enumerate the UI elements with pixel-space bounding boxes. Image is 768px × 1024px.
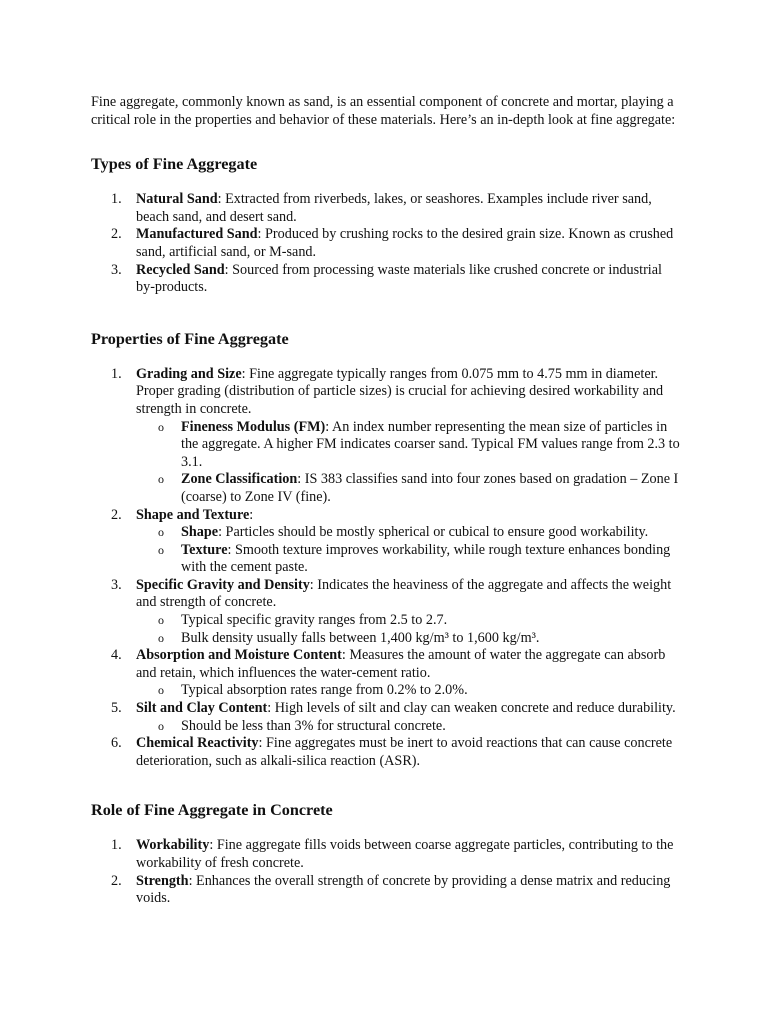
numbered-list xyxy=(91,366,682,771)
item-text: : Measures the amount of water the aggregate can absorb and retain, which influences the water-cement ratio. xyxy=(136,647,666,681)
sub-list-item xyxy=(136,419,682,472)
item-text: : Fine aggregates must be inert to avoid reactions that can cause concrete deterioration, such as alkali-silica reaction (ASR). xyxy=(136,735,673,769)
bullet-list xyxy=(136,718,682,736)
item-term: Chemical Reactivity xyxy=(136,735,259,752)
item-term: Shape and Texture xyxy=(136,506,250,523)
bullet-marker: o xyxy=(158,525,164,540)
list-item xyxy=(91,226,682,261)
list-number: 1. xyxy=(111,365,122,382)
bullet-list xyxy=(136,419,682,507)
bullet-list xyxy=(136,682,682,700)
sub-list-item xyxy=(136,612,682,630)
sub-item-text: : IS 383 classifies sand into four zones based on gradation – Zone I (coarse) to Zone IV (fine). xyxy=(181,471,679,505)
item-text: : Fine aggregate fills voids between coarse aggregate particles, contributing to the workability of fresh concrete. xyxy=(136,837,674,871)
list-number: 2. xyxy=(111,872,122,889)
list-item xyxy=(91,647,682,700)
sub-item-text: : Particles should be mostly spherical or cubical to ensure good workability. xyxy=(218,524,649,541)
list-item xyxy=(91,735,682,770)
list-number: 2. xyxy=(111,506,122,523)
item-term: Absorption and Moisture Content xyxy=(136,647,342,664)
list-number: 3. xyxy=(111,576,122,593)
sub-item-text: : An index number representing the mean size of particles in the aggregate. A higher FM indicates coarser sand. Typical FM values range from 2.3 to 3.1. xyxy=(181,418,680,470)
sub-list-item xyxy=(136,471,682,506)
item-text: : Fine aggregate typically ranges from 0.075 mm to 4.75 mm in diameter. Proper grading (distribution of particle sizes) is crucial for achieving desired workability and strength in concrete. xyxy=(136,365,664,417)
bullet-list xyxy=(136,612,682,647)
list-number: 1. xyxy=(111,191,122,208)
numbered-list xyxy=(91,837,682,907)
sub-list-item xyxy=(136,718,682,736)
item-term: Strength xyxy=(136,872,189,889)
sub-list-item xyxy=(136,630,682,648)
item-text: : Sourced from processing waste materials like crushed concrete or industrial by-products. xyxy=(136,261,662,296)
sub-list-item xyxy=(136,542,682,577)
item-term: Grading and Size xyxy=(136,365,242,382)
item-text: : High levels of silt and clay can weaken concrete and reduce durability. xyxy=(267,700,676,717)
bullet-marker: o xyxy=(158,613,164,628)
list-item xyxy=(91,507,682,577)
bullet-marker: o xyxy=(158,718,164,733)
bullet-marker: o xyxy=(158,542,164,557)
bullet-marker: o xyxy=(158,419,164,434)
item-term: Specific Gravity and Density xyxy=(136,576,310,593)
sub-item-text: : Smooth texture improves workability, while rough texture enhances bonding with the cement paste. xyxy=(181,541,671,576)
item-term: Recycled Sand xyxy=(136,261,225,278)
section-heading: Role of Fine Aggregate in Concrete xyxy=(91,801,333,820)
item-text: : Indicates the heaviness of the aggregate and affects the weight and strength of concrete. xyxy=(136,576,672,611)
item-term: Workability xyxy=(136,837,210,854)
item-text: : Produced by crushing rocks to the desired grain size. Known as crushed sand, artificial sand, or M-sand. xyxy=(136,226,674,260)
bullet-marker: o xyxy=(158,472,164,487)
list-number: 6. xyxy=(111,735,122,752)
item-text: : Extracted from riverbeds, lakes, or seashores. Examples include river sand, beach sand, and desert sand. xyxy=(136,191,652,225)
list-number: 3. xyxy=(111,261,122,278)
section-heading: Properties of Fine Aggregate xyxy=(91,329,289,348)
sub-item-text: Typical absorption rates range from 0.2% to 2.0%. xyxy=(181,682,468,699)
item-term: Natural Sand xyxy=(136,191,218,208)
list-item xyxy=(91,873,682,908)
sub-item-text: Should be less than 3% for structural concrete. xyxy=(181,717,446,734)
list-number: 5. xyxy=(111,700,122,717)
sub-item-text: Bulk density usually falls between 1,400 kg/m³ to 1,600 kg/m³. xyxy=(181,629,540,646)
sub-item-term: Texture xyxy=(181,541,228,558)
sub-item-text: Typical specific gravity ranges from 2.5 to 2.7. xyxy=(181,612,448,629)
sub-item-term: Zone Classification xyxy=(181,471,298,488)
list-number: 4. xyxy=(111,647,122,664)
bullet-marker: o xyxy=(158,630,164,645)
section-heading: Types of Fine Aggregate xyxy=(91,155,258,174)
list-item xyxy=(91,366,682,507)
item-text: : Enhances the overall strength of concrete by providing a dense matrix and reducing voids. xyxy=(136,872,671,907)
list-item xyxy=(91,191,682,226)
sub-item-term: Shape xyxy=(181,524,219,541)
sub-list-item xyxy=(136,682,682,700)
item-term: Silt and Clay Content xyxy=(136,700,268,717)
numbered-list xyxy=(91,191,682,297)
list-item xyxy=(91,700,682,735)
list-number: 1. xyxy=(111,837,122,854)
sub-list-item xyxy=(136,524,682,542)
item-text: : xyxy=(249,506,254,523)
intro-paragraph: Fine aggregate, commonly known as sand, is an essential component of concrete and mortar, playing a critical role in the properties and behavior of these materials. Here’s an in-depth look at fine aggregate: xyxy=(91,94,676,128)
bullet-marker: o xyxy=(158,683,164,698)
item-term: Manufactured Sand xyxy=(136,226,258,243)
sub-item-term: Fineness Modulus (FM) xyxy=(181,418,326,435)
bullet-list xyxy=(136,524,682,577)
list-number: 2. xyxy=(111,226,122,243)
document-sections xyxy=(91,154,682,908)
list-item xyxy=(91,262,682,297)
list-item xyxy=(91,837,682,872)
list-item xyxy=(91,577,682,647)
